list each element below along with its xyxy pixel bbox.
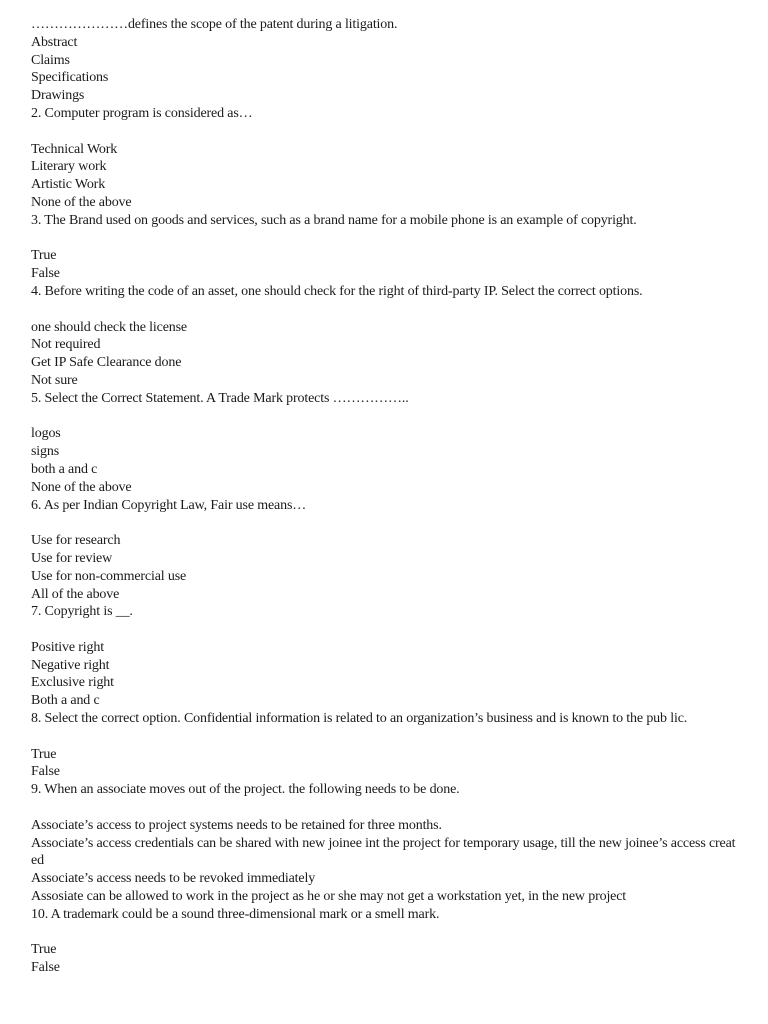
answer-option: one should check the license	[31, 319, 187, 335]
answer-option: Associate’s access needs to be revoked immediately	[31, 871, 316, 887]
answer-option: Drawings	[31, 88, 85, 104]
answer-option: Assosiate can be allowed to work in the project as he or she may not get a workstation yet, in the new project	[31, 889, 627, 905]
answer-option: Exclusive right	[31, 675, 114, 691]
answer-option: Associate’s access credentials can be shared with new joinee int the project for temporary usage, till the new joinee’s access created	[31, 835, 736, 869]
question-text: 7. Copyright is __.	[31, 604, 133, 620]
answer-option: False	[31, 266, 60, 282]
question-text: 2. Computer program is considered as…	[31, 105, 253, 121]
blank-line	[31, 123, 741, 141]
answer-option: Not sure	[31, 372, 78, 388]
answer-option: Specifications	[31, 70, 109, 86]
answer-option: Abstract	[31, 34, 78, 50]
question-text: 8. Select the correct option. Confidential information is related to an organization’s business and is known to the pub lic.	[31, 711, 688, 727]
answer-option: logos	[31, 426, 61, 442]
answer-option: Artistic Work	[31, 177, 106, 193]
question-text: 6. As per Indian Copyright Law, Fair use means…	[31, 497, 307, 513]
question-text: 4. Before writing the code of an asset, one should check for the right of third-party IP. Select the correct options.	[31, 283, 643, 299]
answer-option: Use for non-commercial use	[31, 568, 187, 584]
answer-option: True	[31, 942, 57, 958]
blank-line	[31, 799, 741, 817]
blank-line	[31, 621, 741, 639]
blank-line	[31, 408, 741, 426]
answer-option: True	[31, 746, 57, 762]
question-text: 9. When an associate moves out of the project. the following needs to be done.	[31, 782, 460, 798]
answer-option: both a and c	[31, 461, 98, 477]
answer-option: True	[31, 248, 57, 264]
answer-option: False	[31, 764, 60, 780]
blank-line	[31, 301, 741, 319]
answer-option: Use for review	[31, 550, 113, 566]
answer-option: Both a and c	[31, 693, 100, 709]
answer-option: Claims	[31, 52, 70, 68]
answer-option: Use for research	[31, 533, 121, 549]
answer-option: None of the above	[31, 479, 132, 495]
blank-line	[31, 924, 741, 942]
answer-option: Technical Work	[31, 141, 118, 157]
answer-option: Not required	[31, 337, 101, 353]
blank-line	[31, 728, 741, 746]
question-text: 5. Select the Correct Statement. A Trade Mark protects ……………..	[31, 390, 409, 406]
question-text: …………………defines the scope of the patent during a litigation.	[31, 17, 398, 32]
answer-option: Associate’s access to project systems needs to be retained for three months.	[31, 817, 442, 833]
answer-option: Positive right	[31, 639, 104, 655]
answer-option: Literary work	[31, 159, 107, 175]
answer-option: False	[31, 960, 60, 976]
question-text: 3. The Brand used on goods and services, such as a brand name for a mobile phone is an example of copyright.	[31, 212, 637, 228]
question-text: 10. A trademark could be a sound three-dimensional mark or a smell mark.	[31, 906, 440, 922]
answer-option: signs	[31, 444, 60, 460]
answer-option: Get IP Safe Clearance done	[31, 355, 182, 371]
document-page	[31, 16, 741, 977]
answer-option: All of the above	[31, 586, 120, 602]
blank-line	[31, 514, 741, 532]
answer-option: Negative right	[31, 657, 110, 673]
blank-line	[31, 230, 741, 248]
answer-option: None of the above	[31, 194, 132, 210]
